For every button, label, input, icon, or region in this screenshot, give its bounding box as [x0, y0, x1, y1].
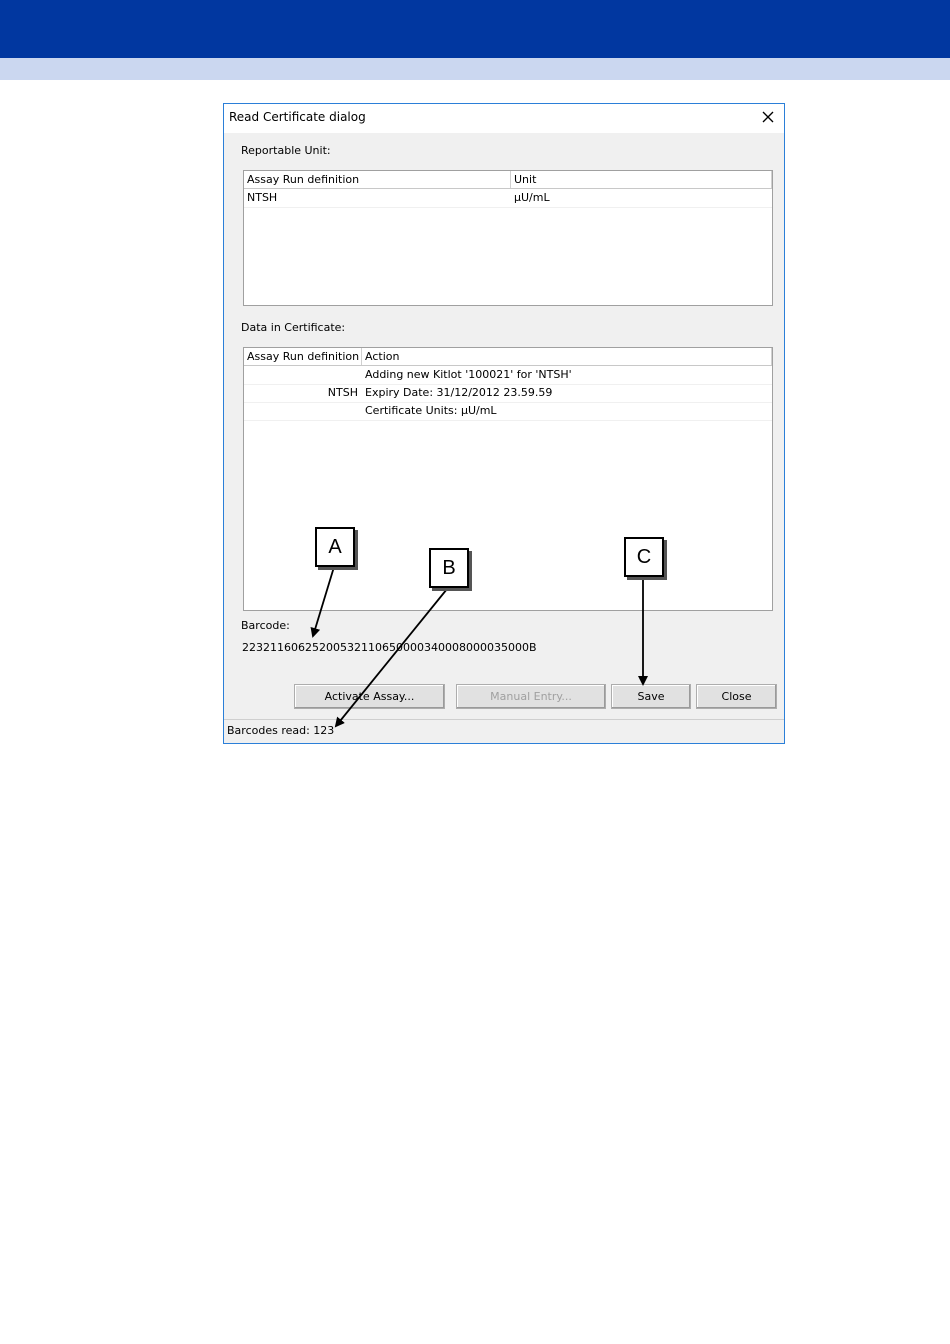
data-in-certificate-label: Data in Certificate:	[241, 321, 346, 334]
table-cell: Expiry Date: 31/12/2012 23.59.59	[365, 386, 553, 399]
table-cell: Certificate Units: µU/mL	[365, 404, 497, 417]
callout-a-arrow	[313, 567, 334, 636]
status-bar: Barcodes read: 123	[224, 719, 784, 743]
column-header[interactable]: Unit	[511, 171, 772, 188]
activate-assay-button[interactable]: Activate Assay...	[294, 684, 445, 709]
column-header[interactable]: Assay Run definition	[244, 348, 362, 365]
callout-c: C	[624, 537, 664, 577]
save-button[interactable]: Save	[611, 684, 691, 709]
column-header[interactable]: Assay Run definition	[244, 171, 511, 188]
table-cell: NTSH	[247, 191, 278, 204]
manual-entry-button[interactable]: Manual Entry...	[456, 684, 606, 709]
table-cell: Adding new Kitlot '100021' for 'NTSH'	[365, 368, 572, 381]
dialog-title: Read Certificate dialog	[229, 110, 366, 124]
callout-b-arrow	[336, 589, 447, 726]
table-cell: µU/mL	[514, 191, 550, 204]
close-button[interactable]: Close	[696, 684, 777, 709]
barcode-value: 22321160625200532110650000340008000035000B	[242, 641, 537, 654]
barcode-label: Barcode:	[241, 619, 290, 632]
table-cell: NTSH	[327, 386, 358, 399]
column-header[interactable]: Action	[362, 348, 772, 365]
callout-a: A	[315, 527, 355, 567]
reportable-unit-label: Reportable Unit:	[241, 144, 331, 157]
callout-b: B	[429, 548, 469, 588]
